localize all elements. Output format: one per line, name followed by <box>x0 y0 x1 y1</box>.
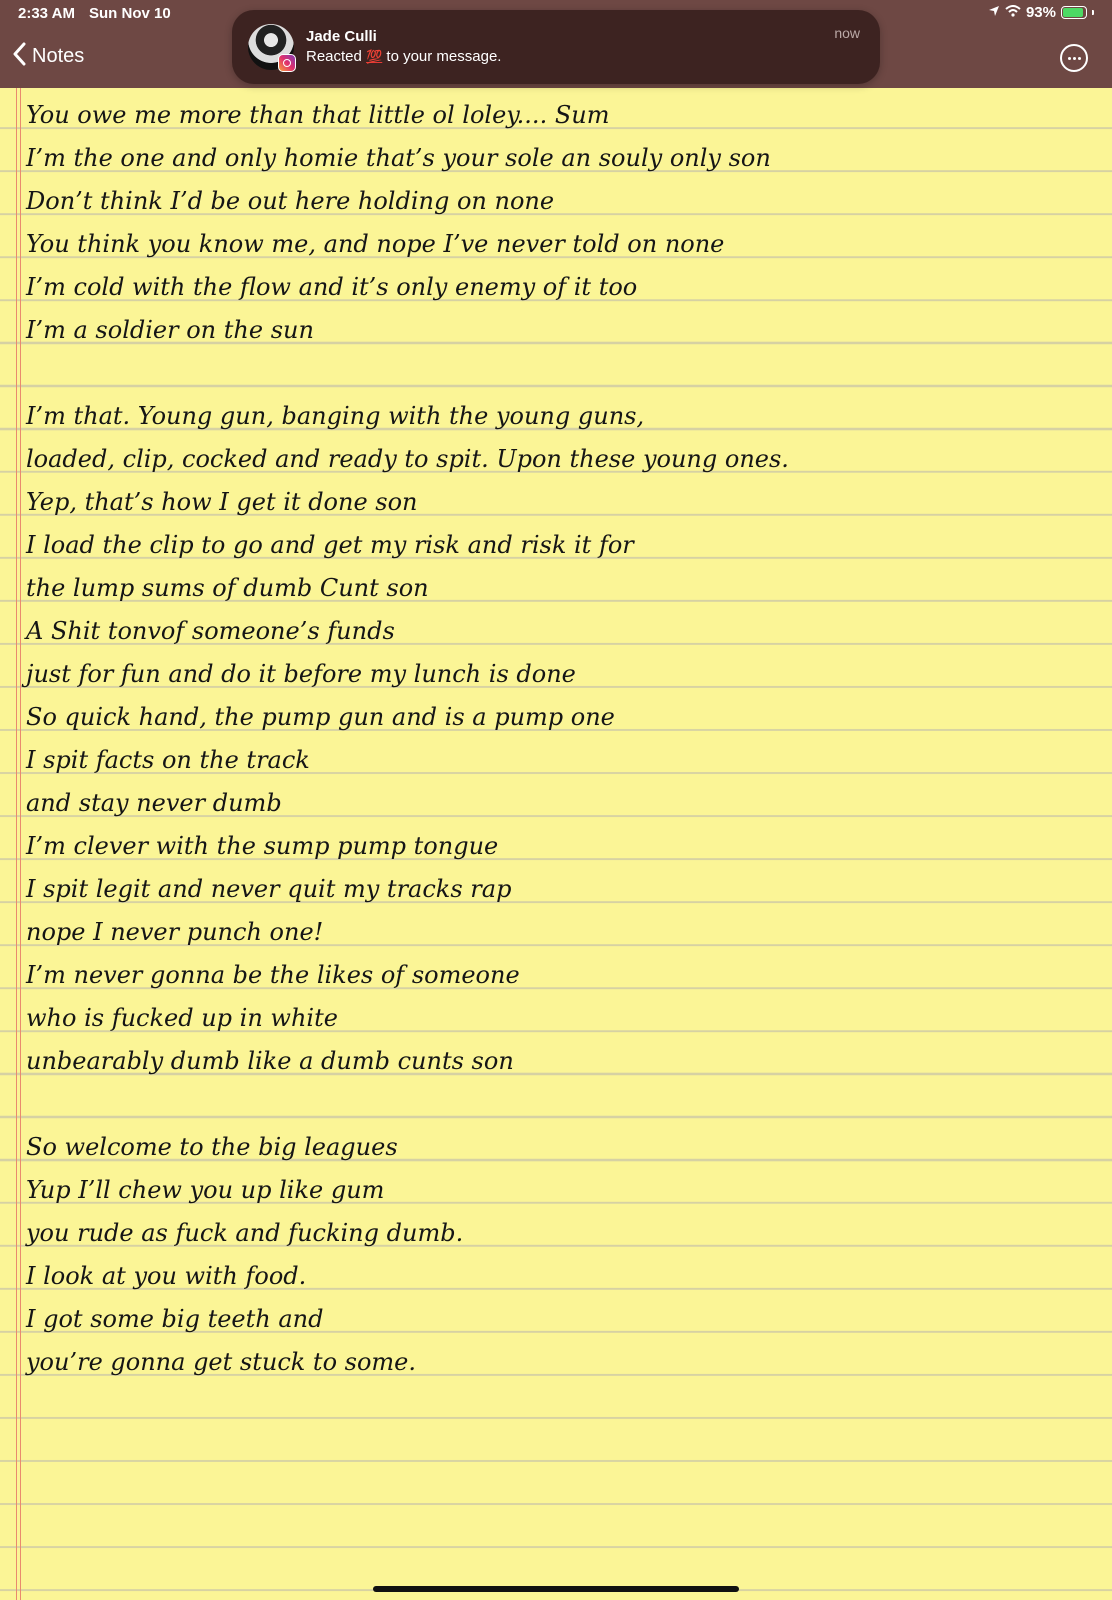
note-line: I load the clip to go and get my risk and risk it for <box>26 531 634 559</box>
note-line: loaded, clip, cocked and ready to spit. Upon these young ones. <box>26 445 789 473</box>
note-line: unbearably dumb like a dumb cunts son <box>26 1047 514 1075</box>
notification-message-prefix: Reacted <box>306 48 362 65</box>
note-line: I spit legit and never quit my tracks rap <box>26 875 512 903</box>
notification-message <box>306 48 501 65</box>
notification-banner[interactable] <box>232 10 880 84</box>
note-line: I’m the one and only homie that’s your sole an souly only son <box>26 144 771 172</box>
note-line: just for fun and do it before my lunch is done <box>26 660 576 688</box>
wifi-icon <box>1005 4 1021 21</box>
note-line: So quick hand, the pump gun and is a pump one <box>26 703 615 731</box>
note-line: I’m cold with the flow and it’s only enemy of it too <box>26 273 638 301</box>
ellipsis-dot <box>1073 57 1076 60</box>
status-time: 2:33 AM <box>18 5 75 22</box>
note-line: I’m never gonna be the likes of someone <box>26 961 520 989</box>
note-line: and stay never dumb <box>26 789 282 817</box>
note-line: I’m clever with the sump pump tongue <box>26 832 499 860</box>
note-line: So welcome to the big leagues <box>26 1133 398 1161</box>
notification-time: now <box>834 25 860 41</box>
note-line: the lump sums of dumb Cunt son <box>26 574 429 602</box>
margin-line <box>16 88 17 1600</box>
location-arrow-icon <box>988 4 1000 21</box>
note-line: I’m that. Young gun, banging with the young guns, <box>26 402 645 430</box>
note-line <box>26 352 789 395</box>
note-line: I’m a soldier on the sun <box>26 316 314 344</box>
notification-message-suffix: to your message. <box>386 48 502 65</box>
note-line: nope I never punch one! <box>26 918 324 946</box>
note-line: You think you know me, and nope I’ve never told on none <box>26 230 725 258</box>
margin-line <box>20 88 21 1600</box>
hundred-points-emoji: 💯 <box>366 49 383 64</box>
note-line: who is fucked up in white <box>26 1004 338 1032</box>
ellipsis-circle-icon <box>1068 57 1071 60</box>
note-line: Yup I’ll chew you up like gum <box>26 1176 385 1204</box>
more-options-button[interactable] <box>1060 44 1088 72</box>
back-button[interactable] <box>12 42 84 70</box>
note-line <box>26 1083 789 1126</box>
note-body[interactable] <box>26 94 789 1384</box>
note-line: you’re gonna get stuck to some. <box>26 1348 417 1376</box>
notification-sender: Jade Culli <box>306 28 377 45</box>
note-line: I spit facts on the track <box>26 746 310 774</box>
note-line: You owe me more than that little ol loley.... Sum <box>26 101 610 129</box>
back-label: Notes <box>32 44 85 67</box>
chevron-left-icon <box>12 42 26 70</box>
instagram-icon <box>278 54 296 72</box>
note-line: Yep, that’s how I get it done son <box>26 488 418 516</box>
note-line: I got some big teeth and <box>26 1305 324 1333</box>
note-line: A Shit tonvof someone’s funds <box>26 617 395 645</box>
battery-icon <box>1061 6 1087 19</box>
battery-nub <box>1092 10 1094 15</box>
ellipsis-dot <box>1078 57 1081 60</box>
note-line: Don’t think I’d be out here holding on none <box>26 187 555 215</box>
note-line: you rude as fuck and fucking dumb. <box>26 1219 464 1247</box>
battery-level <box>1063 8 1083 17</box>
status-date: Sun Nov 10 <box>89 5 171 22</box>
home-indicator[interactable] <box>373 1586 739 1592</box>
note-line: I look at you with food. <box>26 1262 307 1290</box>
battery-percent: 93% <box>1025 4 1056 21</box>
status-indicators <box>988 4 1094 21</box>
